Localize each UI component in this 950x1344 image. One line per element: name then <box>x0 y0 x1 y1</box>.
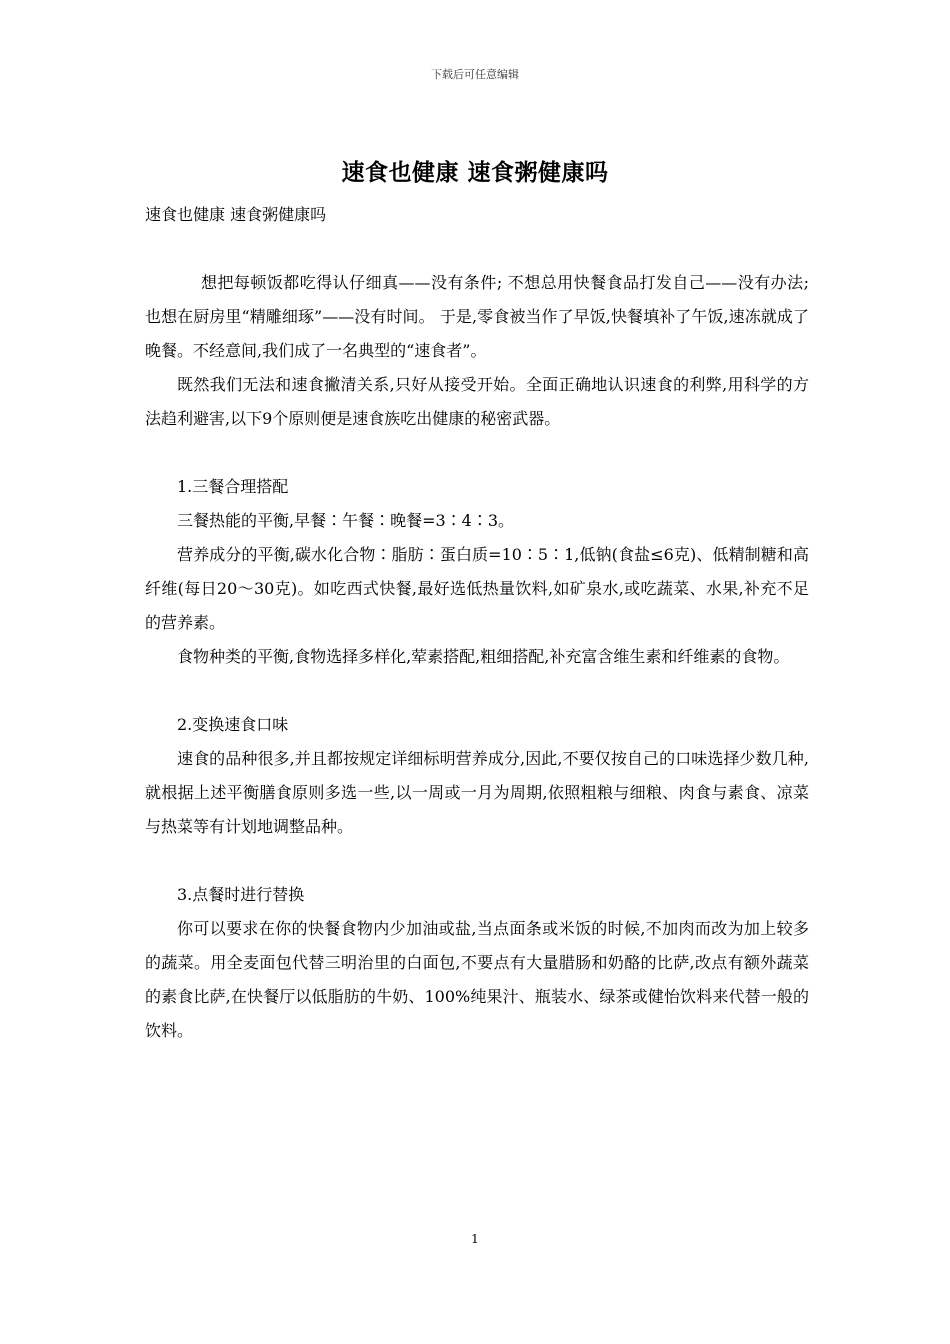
section-3-heading: 3.点餐时进行替换 <box>177 885 305 904</box>
spacer <box>145 674 809 708</box>
section-2-paragraph-1: 速食的品种很多,并且都按规定详细标明营养成分,因此,不要仅按自己的口味选择少数几种,就根据上述平衡膳食原则多选一些,以一周或一月为周期,依照粗粮与细粮、肉食与素食、凉菜与热菜等有计划地调整品种。 <box>145 749 809 836</box>
subtitle: 速食也健康 速食粥健康吗 <box>145 205 327 224</box>
section-1-paragraph-1: 三餐热能的平衡,早餐∶午餐∶晚餐=3∶4∶3。 <box>177 511 515 530</box>
section-1-paragraph-3: 食物种类的平衡,食物选择多样化,荤素搭配,粗细搭配,补充富含维生素和纤维素的食物。 <box>177 647 790 666</box>
document-title: 速食也健康 速食粥健康吗 <box>341 159 609 186</box>
spacer <box>145 232 809 266</box>
spacer <box>145 844 809 878</box>
intro-paragraph-2: 既然我们无法和速食撇清关系,只好从接受开始。全面正确地认识速食的利弊,用科学的方法趋利避害,以下9个原则便是速食族吃出健康的秘密武器。 <box>145 375 809 428</box>
document-body <box>145 198 809 1048</box>
section-1-heading: 1.三餐合理搭配 <box>177 477 289 496</box>
section-1-paragraph-2: 营养成分的平衡,碳水化合物∶脂肪∶蛋白质=10∶5∶1,低钠(食盐≤6克)、低精制糖和高纤维(每日20～30克)。如吃西式快餐,最好选低热量饮料,如矿泉水,或吃蔬菜、水果,补充不足的营养素。 <box>145 545 809 632</box>
section-2-heading: 2.变换速食口味 <box>177 715 289 734</box>
section-3-paragraph-1: 你可以要求在你的快餐食物内少加油或盐,当点面条或米饭的时候,不加肉而改为加上较多的蔬菜。用全麦面包代替三明治里的白面包,不要点有大量腊肠和奶酪的比萨,改点有额外蔬菜的素食比萨,在快餐厅以低脂肪的牛奶、100%纯果汁、瓶装水、绿茶或健怡饮料来代替一般的饮料。 <box>145 919 809 1040</box>
intro-paragraph-1: 想把每顿饭都吃得认仔细真——没有条件; 不想总用快餐食品打发自己——没有办法; 也想在厨房里“精雕细琢”——没有时间。 于是,零食被当作了早饭,快餐填补了午饭,速冻就成了晚餐。不经意间,我们成了一名典型的“速食者”。 <box>145 273 809 360</box>
spacer <box>145 436 809 470</box>
page-number: 1 <box>471 1232 479 1246</box>
page-header: 下载后可任意编辑 <box>431 68 519 81</box>
